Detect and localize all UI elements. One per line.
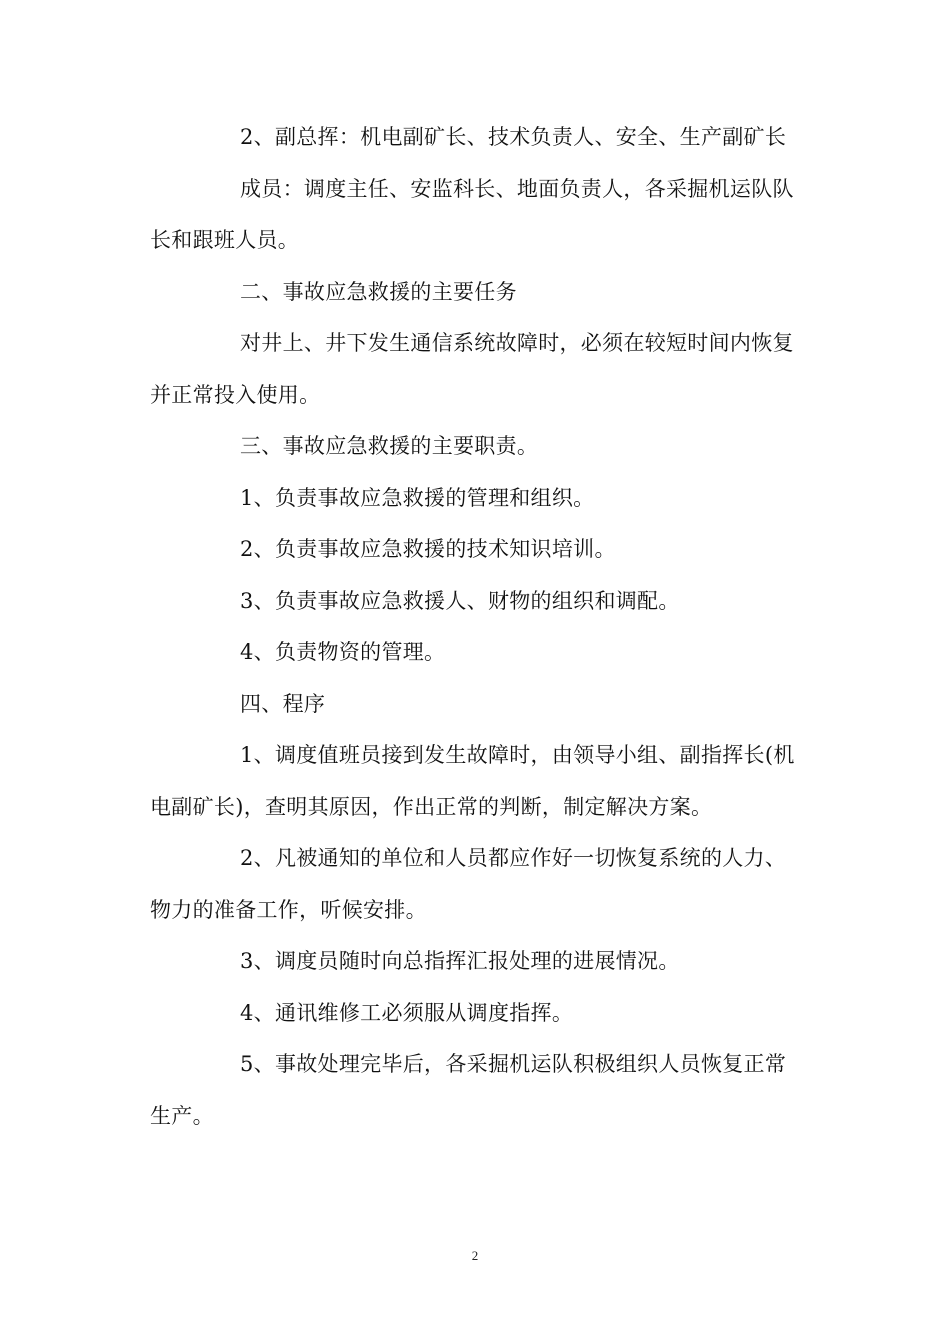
- duty-item-2: 2、负责事故应急救援的技术知识培训。: [240, 537, 616, 561]
- procedure-item-4: 4、通讯维修工必须服从调度指挥。: [240, 1000, 574, 1025]
- duty-item-4: 4、负责物资的管理。: [240, 640, 446, 664]
- duty-item-1: 1、负责事故应急救援的管理和组织。: [240, 485, 595, 510]
- heading-procedure: 四、程序: [240, 691, 326, 716]
- procedure-item-3: 3、调度员随时向总指挥汇报处理的进展情况。: [240, 949, 680, 973]
- procedure-item-1: 1、调度值班员接到发生故障时，由领导小组、副指挥长(机电副矿长)，查明其原因，作出正常的判断，制定解决方案。: [150, 743, 795, 819]
- page-number: 2: [471, 1248, 479, 1263]
- document-body: [150, 112, 800, 1142]
- heading-main-duties: 三、事故应急救援的主要职责。: [240, 434, 539, 458]
- paragraph-members: 成员：调度主任、安监科长、地面负责人，各采掘机运队队长和跟班人员。: [150, 176, 794, 252]
- procedure-item-2: 2、凡被通知的单位和人员都应作好一切恢复系统的人力、物力的准备工作，听候安排。: [150, 846, 787, 922]
- heading-main-tasks: 二、事故应急救援的主要任务: [240, 279, 517, 304]
- procedure-item-5: 5、事故处理完毕后，各采掘机运队积极组织人员恢复正常生产。: [150, 1052, 787, 1128]
- paragraph-main-tasks: 对井上、井下发生通信系统故障时，必须在较短时间内恢复并正常投入使用。: [150, 331, 794, 407]
- paragraph-deputy-commander: 2、副总挥：机电副矿长、技术负责人、安全、生产副矿长: [240, 125, 787, 149]
- duty-item-3: 3、负责事故应急救援人、财物的组织和调配。: [240, 588, 680, 613]
